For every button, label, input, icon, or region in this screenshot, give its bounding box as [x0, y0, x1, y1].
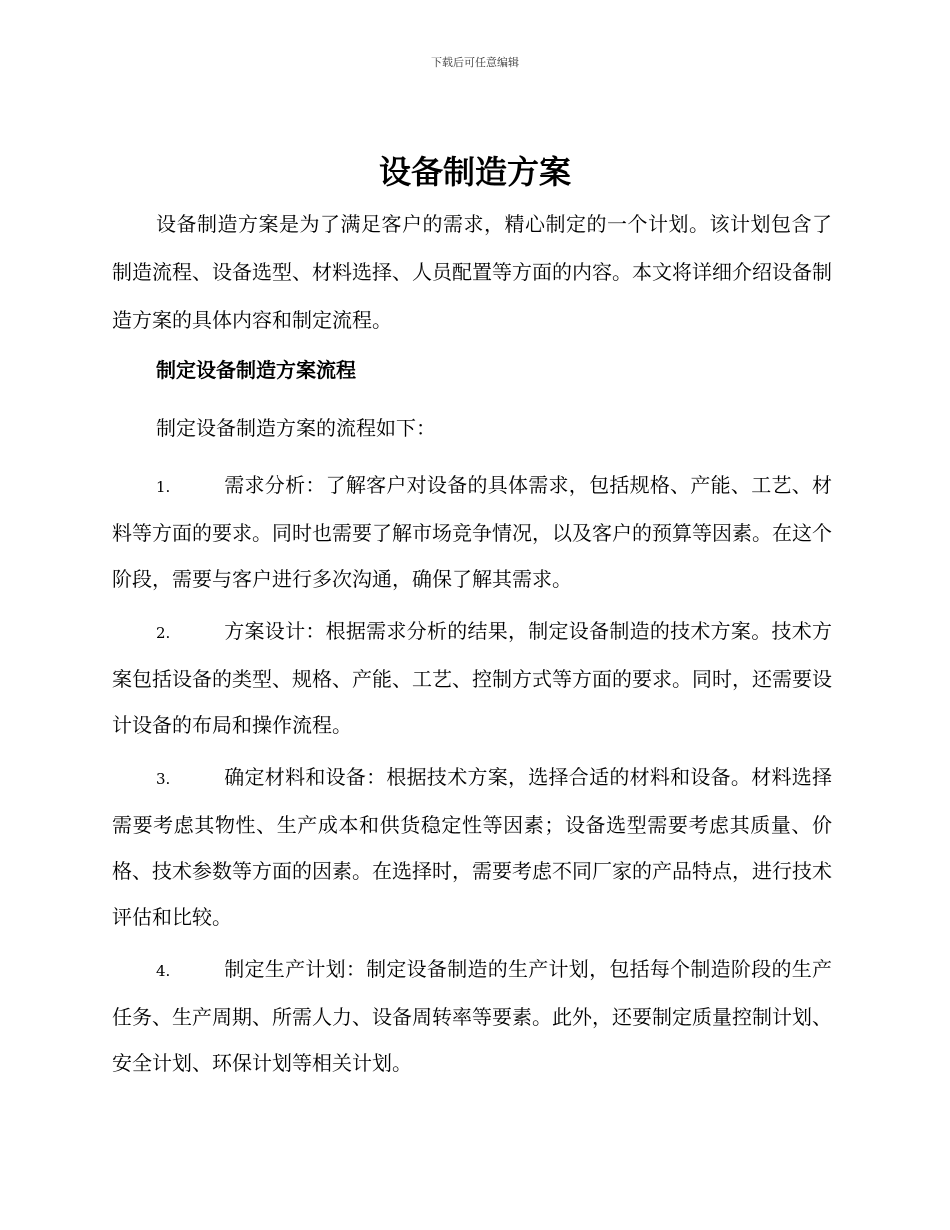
- list-item-text: 确定材料和设备：根据技术方案，选择合适的材料和设备。材料选择需要考虑其物性、生产成本和供货稳定性等因素；设备选型需要考虑其质量、价格、技术参数等方面的因素。在选择时，需要考虑不同厂家的产品特点，进行技术评估和比较。: [112, 765, 832, 929]
- list-item-text: 需求分析：了解客户对设备的具体需求，包括规格、产能、工艺、材料等方面的要求。同时也需要了解市场竞争情况，以及客户的预算等因素。在这个阶段，需要与客户进行多次沟通，确保了解其需求。: [112, 473, 832, 591]
- intro-paragraph: 设备制造方案是为了满足客户的需求，精心制定的一个计划。该计划包含了制造流程、设备选型、材料选择、人员配置等方面的内容。本文将详细介绍设备制造方案的具体内容和制定流程。: [112, 212, 832, 332]
- list-item: [112, 462, 832, 602]
- list-item-number: 2.: [156, 624, 171, 642]
- lead-paragraph: 制定设备制造方案的流程如下：: [156, 416, 436, 440]
- list-item-number: 1.: [156, 478, 171, 496]
- list-item: [112, 608, 832, 748]
- list-item: [112, 946, 832, 1086]
- list-item-number: 3.: [156, 770, 171, 788]
- list-item-number: 4.: [156, 962, 171, 980]
- list-item-text: 方案设计：根据需求分析的结果，制定设备制造的技术方案。技术方案包括设备的类型、规格、产能、工艺、控制方式等方面的要求。同时，还需要设计设备的布局和操作流程。: [112, 619, 832, 737]
- document-title: 设备制造方案: [378, 153, 571, 191]
- list-item-text: 制定生产计划：制定设备制造的生产计划，包括每个制造阶段的生产任务、生产周期、所需人力、设备周转率等要素。此外，还要制定质量控制计划、安全计划、环保计划等相关计划。: [112, 957, 832, 1075]
- header-note: 下载后可任意编辑: [431, 56, 519, 69]
- list-item: [112, 754, 832, 940]
- section-heading: 制定设备制造方案流程: [156, 358, 356, 382]
